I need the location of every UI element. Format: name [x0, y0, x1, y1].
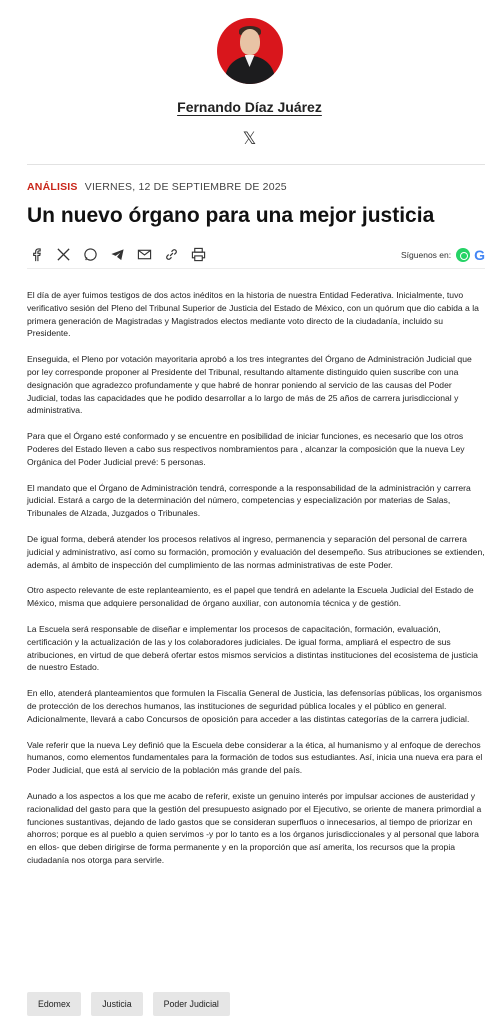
tag-justicia[interactable]: Justicia: [91, 992, 142, 1016]
print-icon[interactable]: [189, 245, 207, 263]
article-meta: [27, 181, 287, 193]
whatsapp-icon[interactable]: [81, 245, 99, 263]
paragraph: Aunado a los aspectos a los que me acabo de referir, existe un genuino interés por impulsar acciones de austeridad y racionalidad del gasto para que la gestión del presupuesto asignado por el Ejecutivo, se oriente de manera primordial a funciones sustantivas, dejando de lado gastos que se consideran superfluos o innecesarios, al tiempo de priorizar en ahorros; porque es al pueblo a quien servimos -y por lo tanto es a los órganos jurisdiccionales y al personal que labora en ellos- que deben dirigirse de forma permanente y en la proporción que así amerita, los recursos que la propia ciudadanía nos otorga para servirle.: [27, 790, 482, 865]
paragraph: Otro aspecto relevante de este replanteamiento, es el papel que tendrá en adelante la Escuela Judicial del Estado de México, misma que adquiere personalidad de órgano auxiliar, con autonomía técnica y de gestión.: [27, 585, 474, 609]
follow-label: Síguenos en:: [401, 250, 452, 260]
paragraph: Vale referir que la nueva Ley definió que la Escuela debe considerar a la ética, al humanismo y al enfoque de derechos humanos, como elementos fundamentales para la formación de todos sus estudiantes. Así, inicia una nueva era para el Poder Judicial, que está al servicio de la población más grande del país.: [27, 739, 483, 776]
divider: [27, 268, 485, 269]
follow-us: [401, 248, 485, 262]
paragraph: El día de ayer fuimos testigos de dos actos inéditos en la historia de nuestra Entidad Federativa. Inicialmente, tuvo verificativo sesión del Pleno del Tribunal Superior de Justicia del Estado de México, con un quórum que dio cabida a la primera generación de Magistradas y Magistrados electos mediante voto directo de la ciudadanía, incluido su Presidente.: [27, 290, 479, 339]
author-block: [0, 18, 499, 149]
link-icon[interactable]: [162, 245, 180, 263]
tag-edomex[interactable]: Edomex: [27, 992, 81, 1016]
publish-date: VIERNES, 12 DE SEPTIEMBRE DE 2025: [84, 181, 287, 193]
google-news-icon[interactable]: G: [474, 247, 485, 263]
tag-poder-judicial[interactable]: Poder Judicial: [153, 992, 230, 1016]
paragraph: El mandato que el Órgano de Administración tendrá, corresponde a la responsabilidad de la administración y carrera judicial. Estará a cargo de la determinación del número, competencias y especialización por materias de Salas, Tribunales de Alzada, Juzgados o Tribunales.: [27, 482, 471, 519]
share-bar: [27, 245, 485, 267]
paragraph: La Escuela será responsable de diseñar e implementar los procesos de capacitación, formación, evaluación, certificación y la actualización de las y los colaboradores judiciales. De igual forma, ampliará el espectro de sus atribuciones, en virtud de que deberá ofertar estos mismos servicios a distintas instituciones del ecosistema de justicia de nuestro Estado.: [27, 623, 478, 673]
tag-list: [27, 992, 240, 1016]
author-avatar[interactable]: [217, 18, 283, 84]
email-icon[interactable]: [135, 245, 153, 263]
paragraph: Para que el Órgano esté conformado y se encuentre en posibilidad de iniciar funciones, es necesario que los otros Poderes del Estado lleven a cabo sus respectivos nombramientos para , alcanzar la composición que la nueva Ley Orgánica del Poder Judicial prevé: 5 personas.: [27, 431, 465, 467]
whatsapp-follow-icon[interactable]: [456, 248, 470, 262]
telegram-icon[interactable]: [108, 245, 126, 263]
x-icon[interactable]: [54, 245, 72, 263]
x-icon[interactable]: 𝕏: [242, 129, 257, 148]
paragraph: En ello, atenderá planteamientos que formulen la Fiscalía General de Justicia, las defensorías públicas, los organismos de protección de los derechos humanos, las instituciones de seguridad pública locales y el público en general. Adicionalmente, llevará a cabo Concursos de oposición para acceder a las distintas categorías de la carrera judicial.: [27, 688, 482, 724]
paragraph: De igual forma, deberá atender los procesos relativos al ingreso, permanencia y separación del personal de carrera judicial y administrativo, así como su formación, promoción y evaluación del desempeño. Sus atribuciones se extienden, además, al ámbito de inspección del cumplimiento de las normas administrativas de este Poder.: [27, 533, 485, 570]
author-name-link[interactable]: Fernando Díaz Juárez: [177, 99, 322, 115]
section-label[interactable]: ANÁLISIS: [27, 181, 78, 193]
article-title: Un nuevo órgano para una mejor justicia: [27, 204, 435, 227]
article-body: [27, 289, 485, 880]
facebook-icon[interactable]: [27, 245, 45, 263]
paragraph: Enseguida, el Pleno por votación mayoritaria aprobó a los tres integrantes del Órgano de Administración Judicial que por ley corresponde proponer al Presidente del Tribunal, resultando altamente distinguido quien suscribe con una designación que agradezco profundamente y que habré de honrar poniendo al servicio de las causas del Poder Judicial, todas las capacidades que he podido desarrollar a lo largo de más de 25 años de carrera jurisdiccional y administrativa.: [27, 354, 472, 416]
divider: [27, 164, 485, 165]
